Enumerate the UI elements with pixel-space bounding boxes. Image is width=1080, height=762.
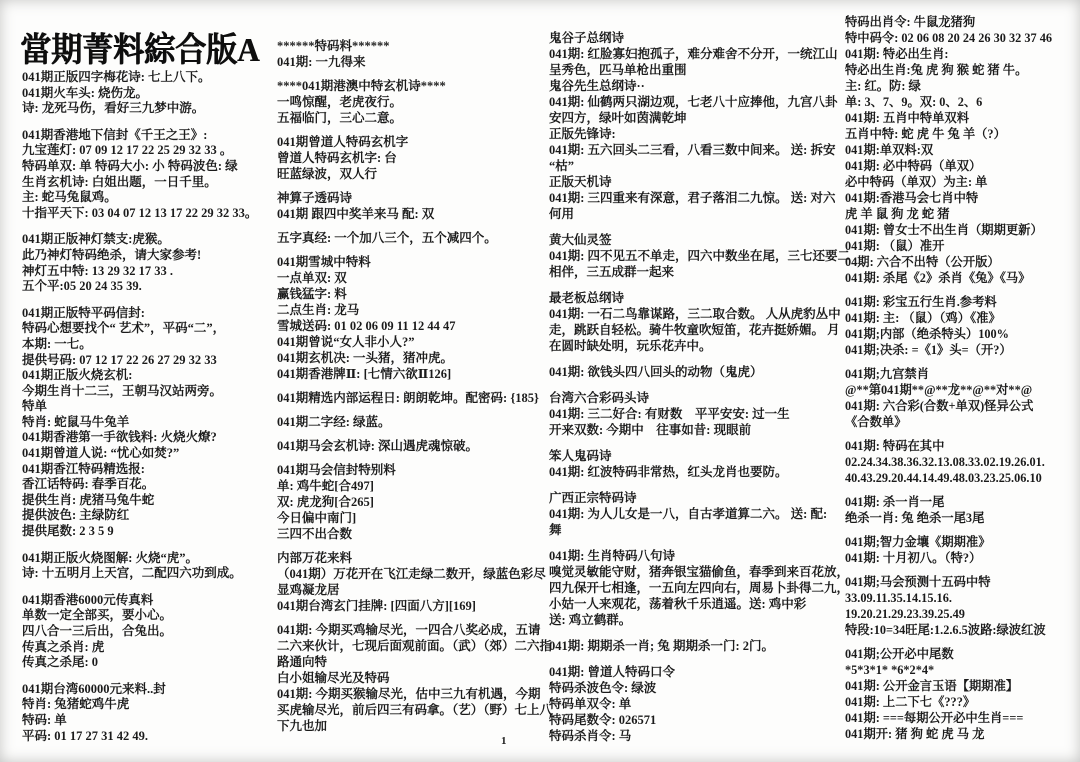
text-line: @**第041期**@**龙**@**对**@ (845, 383, 1033, 397)
text-line: 041期香港牌Ⅱ: [七情六欲Ⅱ126] (277, 367, 452, 381)
text-line: 041期雪城中特料 (277, 255, 371, 269)
text-line: 神灯五中特: 13 29 32 17 33 . (22, 263, 174, 278)
text-line: 041期: 曾道人特码口令 (549, 665, 676, 679)
text-line: 041期:单双料:双 (845, 143, 934, 157)
text-line: 绝杀一肖: 兔 绝杀一尾3尾 (845, 511, 985, 525)
text-block (549, 490, 849, 538)
column-1 (22, 70, 274, 755)
text-block (845, 534, 1075, 566)
text-line: 赢钱猛字: 料 (277, 287, 347, 301)
text-line: 双: 虎龙狗[合265] (277, 495, 374, 509)
text-line: 旺蓝绿波，双人行 (277, 167, 378, 181)
text-line: 041期 跟四中奖羊来马 配: 双 (277, 207, 435, 221)
text-line: 内部万花来料 (277, 551, 353, 565)
text-line: 本期: 一七。 (22, 336, 92, 351)
text-line: 台湾六合彩码头诗 (549, 391, 650, 405)
text-line: 四九保开七相逢，一五向左四向右，周易卜卦得二九， (549, 581, 850, 595)
text-line: 买虎输尽光，前后四三有码拿。（艺）（野）七上八 (277, 703, 553, 717)
text-line: 041期开: 猪 狗 蛇 虎 马 龙 (845, 727, 985, 741)
text-line: 041期: 主: （鼠）（鸡）《准》 (845, 311, 1001, 325)
text-line: 041期正版火烧图解: 火烧“虎”。 (22, 550, 199, 565)
text-line: 041期;决杀: =《1》头=（开?） (845, 343, 1012, 357)
text-line: 路通向特 (277, 655, 328, 669)
text-block (549, 448, 849, 480)
text-block (22, 551, 274, 582)
text-line: 041期香港地下信封《千王之王》: (22, 127, 208, 142)
text-line: 主: 蛇马兔鼠鸡。 (22, 190, 117, 205)
text-line: 五福临门，三心二意。 (277, 111, 403, 125)
text-block (22, 682, 274, 744)
text-block (22, 128, 274, 222)
text-line: 走，跳跃自轻松。骑牛牧童吹短笛，花卉挺娇媚。 月 (549, 323, 840, 337)
text-line: 小姑一人来观花，荡着秋千乐逍遥。送: 鸡中彩 (549, 597, 807, 611)
text-line: 特码杀波色令: 绿波 (549, 681, 657, 695)
text-block (22, 232, 274, 294)
text-line: 041期;内部（绝杀特头）100% (845, 327, 1009, 341)
text-line: 041期: 特码在其中 (845, 439, 945, 453)
text-line: 041期;智力金壤《期期准》 (845, 535, 991, 549)
text-line: 一点单双: 双 (277, 271, 347, 285)
text-line: 曾道人特码玄机字: 台 (277, 151, 397, 165)
text-line: 041期火车头: 烧伤龙。 (22, 85, 149, 100)
text-line: 041期: 十月初八。（特?） (845, 551, 982, 565)
text-line: 041期: 必中特码（单双） (845, 159, 982, 173)
text-line: 下九也加 (277, 719, 328, 733)
text-block (277, 414, 517, 430)
text-line: 此乃神灯特码绝杀，请大家参考! (22, 247, 202, 262)
text-line: 五字真经: 一个加八三个，五个减四个。 (277, 231, 497, 245)
text-line: 舞 (549, 523, 562, 537)
text-line: 041期: 为人儿女是一八，自古孝道算二六。 送: 配: (549, 507, 828, 521)
text-line: 正版天机诗 (549, 175, 612, 189)
text-line: 笨人鬼码诗 (549, 449, 612, 463)
text-block (549, 390, 849, 438)
text-block (845, 14, 1075, 286)
text-line: 广西正宗特码诗 (549, 491, 637, 505)
text-line: 041期正版神灯禁支:虎猴。 (22, 232, 170, 247)
text-line: 041期: 仙鹤两只湖边观，七老八十应捧他，九宫八卦 (549, 95, 838, 109)
text-line: 041期: 红脸寡妇抱孤子，难分难舍不分开，一统江山 (549, 47, 838, 61)
text-line: 必中特码（单双）为主: 单 (845, 175, 988, 189)
text-line: 041期马会玄机诗: 深山遇虎魂惊破。 (277, 439, 479, 453)
text-line: 041期香港6000元传真料 (22, 592, 154, 607)
text-line: 正版先锋诗: (549, 127, 616, 141)
text-line: 提供尾数: 2 3 5 9 (22, 524, 114, 539)
text-line: 041期: 欲钱头四八回头的动物（鬼虎） (549, 365, 763, 379)
text-line: 特肖: 蛇鼠马牛兔羊 (22, 414, 130, 429)
text-line: 041期: 今期买猴输尽光，估中三九有机遇，今期 (277, 687, 541, 701)
text-line: 041期: 曾女士不出生肖（期期更新） (845, 223, 1043, 237)
text-line: 041期玄机决: 一头猪，猪冲虎。 (277, 351, 454, 365)
text-line: 041期: 杀一肖一尾 (845, 495, 945, 509)
text-line: 041期;九宫禁肖 (845, 367, 930, 381)
text-line: 黄大仙灵签 (549, 233, 612, 247)
text-line: 最老板总纲诗 (549, 291, 625, 305)
page-title: 當期菁料綜合版A (20, 30, 260, 69)
text-line: 041期台湾60000元来料..封 (22, 681, 166, 696)
text-line: 特肖: 兔猪蛇鸡牛虎 (22, 697, 130, 712)
text-line: *5*3*1* *6*2*4* (845, 663, 935, 677)
text-line: 显鸡凝龙居 (277, 583, 340, 597)
text-line: ******特码料****** (277, 39, 390, 53)
text-line: 神算子透码诗 (277, 191, 353, 205)
text-line: 传真之杀尾: 0 (22, 655, 99, 670)
text-block (277, 134, 517, 182)
text-line: 02.24.34.38.36.32.13.08.33.02.19.26.01. (845, 455, 1045, 469)
text-line: 鬼谷先生总纲诗·· (549, 79, 645, 93)
text-line: 香江话特码: 春季百花。 (22, 477, 155, 492)
text-line: 041期;马会预测十五码中特 (845, 575, 991, 589)
column-3 (549, 30, 849, 754)
text-line: 嗅觉灵敏能守财，猪奔银宝猫偷鱼，春季到来百花放， (549, 565, 850, 579)
page-number: 1 (501, 735, 507, 747)
text-line: 19.20.21.29.23.39.25.49 (845, 607, 965, 621)
text-line: “枯” (549, 159, 575, 173)
text-line: 041期: 期期杀一肖; 兔 期期杀一门: 2门。 (549, 639, 774, 653)
text-line: 在圆时缺处明，玩乐花卉中。 (549, 339, 712, 353)
text-line: 041期: 一九得来 (277, 55, 366, 69)
text-line: 十指平天下: 03 04 07 12 13 17 22 29 32 33。 (22, 205, 258, 220)
text-line: 九宝莲灯: 07 09 12 17 22 25 29 32 33 。 (22, 143, 233, 158)
text-line: 诗: 龙死马伤，看好三九梦中游。 (22, 101, 205, 116)
text-line: 传真之杀肖: 虎 (22, 639, 105, 654)
text-line: 单: 3、7、9。双: 0、2、6 (845, 95, 983, 109)
text-line: 特中码令: 02 06 08 20 24 26 30 32 37 46 (845, 31, 1052, 45)
text-line: 今日偏中南门] (277, 511, 357, 525)
text-line: 40.43.29.20.44.14.49.48.03.23.25.06.10 (845, 471, 1042, 485)
text-block (845, 366, 1075, 430)
text-line: 041期: 四不见五不单走，四六中数坐在尾，三七还要二 (549, 249, 851, 263)
text-block (277, 38, 517, 70)
text-line: 041期台湾玄门挂牌: [四面八方][169] (277, 599, 476, 613)
text-line: 041期正版特平码信封: (22, 305, 145, 320)
text-line: 四八合一三后出，合兔出。 (22, 624, 173, 638)
text-block (845, 438, 1075, 486)
text-line: 提供号码: 07 12 17 22 26 27 29 32 33 (22, 352, 217, 367)
text-block (277, 462, 517, 542)
text-block (549, 290, 849, 354)
text-line: 特必出生肖:兔 虎 狗 猴 蛇 猪 牛。 (845, 63, 1028, 77)
text-block (22, 306, 274, 540)
text-line: 041期: 红波特码非常热，红头龙肖也要防。 (549, 465, 788, 479)
text-line: 特码出肖令: 牛鼠龙猪狗 (845, 15, 976, 29)
column-2 (277, 38, 553, 742)
text-line: 相伴，三五成群一起来 (549, 265, 675, 279)
text-line: 041期: （鼠）准开 (845, 239, 945, 253)
text-line: 何用 (549, 207, 575, 221)
text-line: 虎 羊 鼠 狗 龙 蛇 猪 (845, 207, 950, 221)
text-block (277, 230, 517, 246)
text-line: 041期曾道人特码玄机字 (277, 135, 409, 149)
text-block (549, 548, 849, 628)
text-line: 鬼谷子总纲诗 (549, 31, 625, 45)
text-line: 特码心想要找个“ 艺术”，平码“二”， (22, 321, 226, 336)
text-line: 今期生肖十二三，王朝马汉站两旁。 (22, 383, 223, 398)
text-line: 呈秀色，匹马单枪出重围 (549, 63, 687, 77)
text-line: 041期正版火烧玄机: (22, 368, 133, 383)
text-line: 041期: 彩宝五行生肖.参考料 (845, 295, 997, 309)
text-block (549, 364, 849, 380)
text-line: 041期二字经: 绿蓝。 (277, 415, 391, 429)
text-line: 生肖玄机诗: 白姐出题，一日千里。 (22, 174, 217, 189)
text-line: 041期曾道人说: “忧心如焚?” (22, 446, 180, 461)
text-block (549, 664, 849, 744)
text-line: 安四方，绿叶如茵满乾坤 (549, 111, 687, 125)
text-line: 提供波色: 主绿防红 (22, 508, 130, 523)
text-block (22, 70, 274, 117)
text-line: 主: 红。防: 绿 (845, 79, 921, 93)
text-line: 开来双数: 今期中 往事如昔: 现眼前 (549, 423, 752, 437)
text-line: 041期: 生肖特码八句诗 (549, 549, 676, 563)
text-line: 041期香港第一手欲钱料: 火烧火燎? (22, 430, 217, 445)
text-line: 特码: 单 (22, 712, 67, 727)
text-line: 041期: 三二好合: 有财数 平平安安: 过一生 (549, 407, 790, 421)
text-line: 平码: 01 17 27 31 42 49. (22, 728, 149, 743)
text-line: 041期正版四字梅花诗: 七上八下。 (22, 70, 211, 84)
text-line: 041期: ===每期公开必中生肖=== (845, 711, 1024, 725)
text-line: 041期香江特码精选报: (22, 461, 145, 476)
text-line: 提供生肖: 虎猪马兔牛蛇 (22, 492, 155, 507)
text-line: 041期: 杀尾《2》杀肖《兔》《马》 (845, 271, 1031, 285)
text-line: 特段:10=34旺尾:1.2.6.5波路:绿波红波 (845, 623, 1046, 637)
text-line: 特码尾数令: 026571 (549, 713, 657, 727)
text-line: 单: 鸡牛蛇[合497] (277, 479, 374, 493)
text-block (845, 294, 1075, 358)
text-line: 白小姐输尽光及特码 (277, 671, 390, 685)
text-block (277, 190, 517, 222)
text-line: 《合数单》 (845, 415, 907, 429)
text-line: 一鸣惊醒，老虎夜行。 (277, 95, 403, 109)
text-line: 041期: 五肖中特单双料 (845, 111, 969, 125)
text-block (845, 646, 1075, 742)
text-line: 五个平:05 20 24 35 39. (22, 279, 142, 294)
text-line: 041期: 公开金言玉语【期期准】 (845, 679, 1019, 693)
text-line: 雪城送码: 01 02 06 09 11 12 44 47 (277, 319, 456, 333)
text-block (277, 390, 539, 406)
text-line: 041期精选内部运程日: 朗朗乾坤。配密码: {185} (277, 391, 539, 405)
text-line: 二六来伙计，七现后面观前面。（武）（郊）二六指 (277, 639, 553, 653)
text-line: ****041期港澳中特玄机诗**** (277, 79, 446, 93)
text-line: 特码单双: 单 特码大小: 小 特码波色: 绿 (22, 158, 238, 173)
column-4 (845, 14, 1075, 750)
text-line: 041期: 六合彩(合数+单双)怪异公式 (845, 399, 1034, 413)
text-block (22, 593, 274, 671)
text-line: 041期: 一石二鸟靠谋路，三二取合数。 人从虎豹丛中 (549, 307, 841, 321)
text-block (549, 638, 849, 654)
text-block (277, 254, 517, 382)
text-line: 特码单双令: 单 (549, 697, 632, 711)
text-line: 041期: 上二下七《???》 (845, 695, 976, 709)
text-line: 041期: 三四重来有深意，君子落泪二九惊。 送: 对六 (549, 191, 836, 205)
text-line: 特码杀肖令: 马 (549, 729, 632, 743)
text-line: 04期: 六合不出特（公开版） (845, 255, 1000, 269)
text-block (549, 30, 849, 222)
text-line: 041期马会信封特别料 (277, 463, 396, 477)
text-line: 送: 鸡立鹤群。 (549, 613, 632, 627)
text-line: 33.09.11.35.14.15.16. (845, 591, 952, 605)
text-block (549, 232, 849, 280)
text-block (277, 438, 517, 454)
text-line: 诗: 十五明月上天宫，二配四六功到成。 (22, 566, 242, 581)
text-line: 特单 (22, 399, 48, 414)
text-line: 041期:香港马会七肖中特 (845, 191, 979, 205)
text-block (277, 550, 546, 614)
text-line: 041期: 特必出生肖: (845, 47, 949, 61)
text-line: 041期: 今期买鸡输尽光，一四合八奖必成，五请 (277, 623, 541, 637)
text-line: 二点生肖: 龙马 (277, 303, 360, 317)
text-line: 041期;公开必中尾数 (845, 647, 954, 661)
text-line: 五肖中特: 蛇 虎 牛 兔 羊（?） (845, 127, 1006, 141)
text-block (845, 574, 1075, 638)
text-line: （041期）万花开在飞江走绿二数开，绿蓝色彩尽 (277, 567, 546, 581)
text-line: 单数一定全部买，要小心。 (22, 608, 173, 623)
text-line: 041期: 五六回头二三看，八看三数中间来。 送: 拆安 (549, 143, 836, 157)
text-line: 041期曾说“女人非小人?” (277, 335, 415, 349)
text-line: 三四不出合数 (277, 527, 353, 541)
text-block (277, 622, 553, 734)
text-block (277, 78, 517, 126)
text-block (845, 494, 1075, 526)
